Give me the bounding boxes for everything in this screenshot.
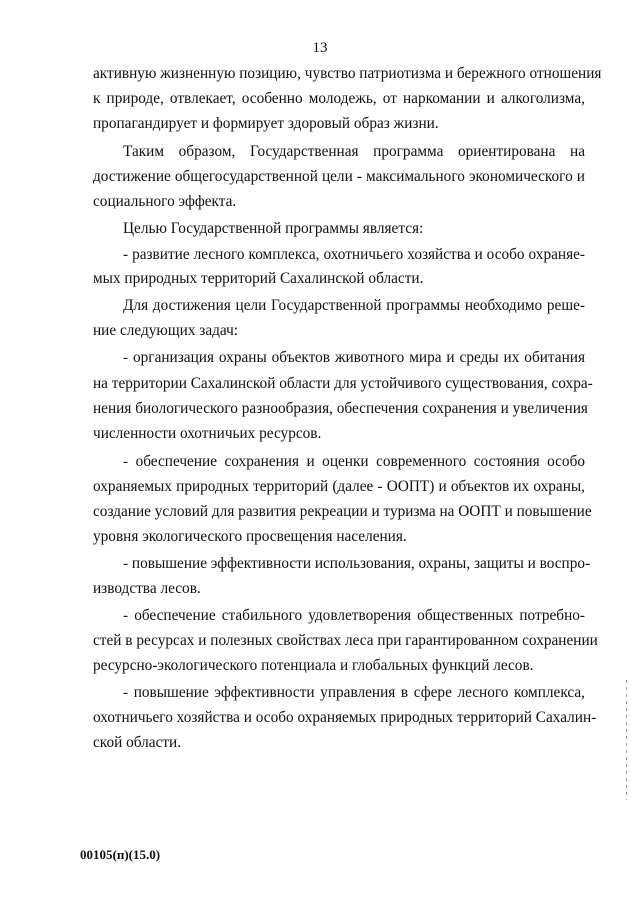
text-line: мых природных территорий Сахалинской области. — [93, 270, 424, 287]
text-line: стей в ресурсах и полезных свойствах леса при гарантированном сохранении — [93, 632, 598, 649]
text-line: охраняемых природных территорий (далее - ООПТ) и объектов их охраны, — [93, 478, 585, 495]
text-line: ской области. — [93, 734, 182, 751]
text-line: - организация охраны объектов животного мира и среды их обитания — [123, 349, 585, 366]
text-line: достижение общегосударственной цели - максимального экономического и — [93, 168, 585, 185]
text-line: Для достижения цели Государственной программы необходимо реше- — [123, 297, 585, 314]
text-line: охотничьего хозяйства и особо охраняемых природных территорий Сахалин- — [93, 709, 597, 726]
document-code: 00105(п)(15.0) — [80, 847, 161, 862]
text-line: - развитие лесного комплекса, охотничьего хозяйства и особо охраняе- — [123, 246, 585, 263]
text-line: социального эффекта. — [93, 193, 237, 210]
text-line: на территории Сахалинской области для устойчивого существования, сохра- — [93, 375, 593, 392]
text-line: ресурсно-экологического потенциала и глобальных функций лесов. — [93, 657, 534, 674]
text-line: нения биологического разнообразия, обеспечения сохранения и увеличения — [93, 400, 588, 417]
text-line: Целью Государственной программы является: — [123, 220, 424, 237]
text-line: - обеспечение сохранения и оценки современного состояния особо — [123, 453, 585, 470]
text-line: изводства лесов. — [93, 580, 201, 597]
text-line: ние следующих задач: — [93, 322, 239, 339]
page-number: 13 — [312, 40, 328, 56]
text-line: - повышение эффективности управления в сфере лесного комплекса, — [123, 684, 585, 701]
text-line: - повышение эффективности использования, охраны, защиты и воспро- — [123, 555, 591, 572]
text-line: уровня экологического просвещения населения. — [93, 528, 407, 545]
text-line: активную жизненную позицию, чувство патриотизма и бережного отношения — [93, 65, 602, 82]
text-line: к природе, отвлекает, особенно молодежь, от наркомании и алкоголизма, — [93, 90, 585, 107]
scan-artifact — [626, 680, 627, 800]
text-line: - обеспечение стабильного удовлетворения общественных потребно- — [123, 607, 585, 624]
text-line: численности охотничьих ресурсов. — [93, 425, 322, 442]
text-line: пропагандирует и формирует здоровый образ жизни. — [93, 115, 439, 132]
text-line: Таким образом, Государственная программа ориентирована на — [123, 143, 585, 160]
text-line: создание условий для развития рекреации и туризма на ООПТ и повышение — [93, 503, 592, 520]
